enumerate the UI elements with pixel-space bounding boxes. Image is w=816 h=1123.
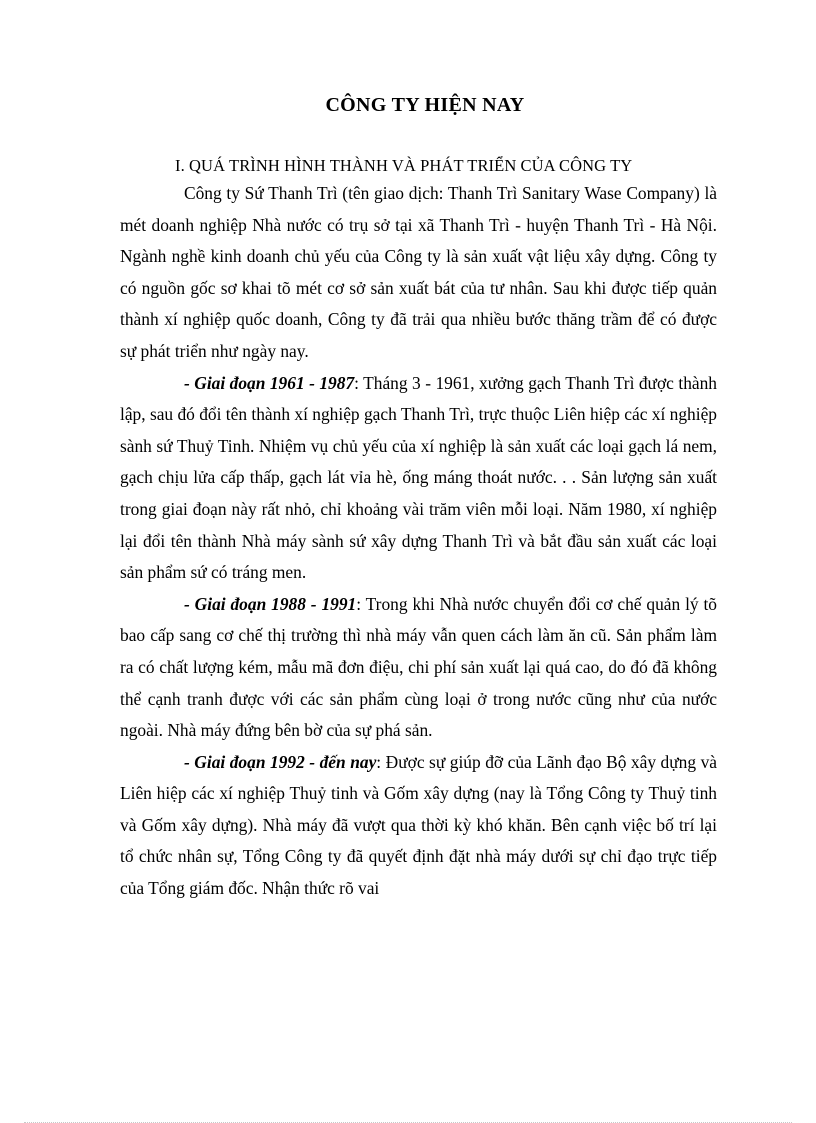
stage-label: - Giai đoạn 1961 - 1987: [184, 372, 355, 393]
document-body: [120, 178, 717, 905]
stage-paragraph-1992-now: [120, 747, 717, 905]
stage-text: : Được sự giúp đỡ của Lãnh đạo Bộ xây dựng và Liên hiệp các xí nghiệp Thuỷ tinh và Gốm xây dựng (nay là Tổng Công ty Thuỷ tinh và Gốm xây dựng). Nhà máy đã vượt qua thời kỳ khó khăn. Bên cạnh việc bố trí lại tổ chức nhân sự, Tổng Công ty đã quyết định đặt nhà máy dưới sự chỉ đạo trực tiếp của Tổng giám đốc. Nhận thức rõ vai: [120, 751, 717, 899]
stage-text: : Trong khi Nhà nước chuyển đổi cơ chế quản lý tõ bao cấp sang cơ chế thị trường thì nhà máy vẫn quen cách làm ăn cũ. Sản phẩm làm ra có chất lượng kém, mẫu mã đơn điệu, chi phí sản xuất lại quá cao, do đó đã không thể cạnh tranh được với các sản phẩm cùng loại ở trong nước cũng như của nước ngoài. Nhà máy đứng bên bờ của sự phá sản.: [120, 593, 718, 741]
page-title: CÔNG TY HIỆN NAY: [325, 94, 525, 116]
stage-label: - Giai đoạn 1988 - 1991: [184, 593, 357, 614]
intro-paragraph: Công ty Sứ Thanh Trì (tên giao dịch: Thanh Trì Sanitary Wase Company) là mét doanh nghiệp Nhà nước có trụ sở tại xã Thanh Trì - huyện Thanh Trì - Hà Nội. Ngành nghề kinh doanh chủ yếu của Công ty là sản xuất vật liệu xây dựng. Công ty có nguồn gốc sơ khai tõ mét cơ sở sản xuất bát của tư nhân. Sau khi được tiếp quản thành xí nghiệp quốc doanh, Công ty đã trải qua nhiều bước thăng trầm để có được sự phát triển như ngày nay.: [120, 183, 717, 361]
stage-text: : Tháng 3 - 1961, xưởng gạch Thanh Trì được thành lập, sau đó đổi tên thành xí nghiệp gạch Thanh Trì, trực thuộc Liên hiệp các xí nghiệp sành sứ Thuỷ Tinh. Nhiệm vụ chủ yếu của xí nghiệp là sản xuất các loại gạch lá nem, gạch chịu lửa cấp thấp, gạch lát vỉa hè, ống máng thoát nước. . . Sản lượng sản xuất trong giai đoạn này rất nhỏ, chỉ khoảng vài trăm viên mỗi loại. Năm 1980, xí nghiệp lại đổi tên thành Nhà máy sành sứ xây dựng Thanh Trì và bắt đầu sản xuất các loại sản phẩm sứ có tráng men.: [120, 372, 718, 583]
stage-label: - Giai đoạn 1992 - đến nay: [184, 751, 377, 772]
stage-paragraph-1961-1987: [120, 368, 717, 589]
section-heading: I. QUÁ TRÌNH HÌNH THÀNH VÀ PHÁT TRIỂN CỦA CÔNG TY: [175, 156, 633, 175]
stage-paragraph-1988-1991: [120, 589, 717, 747]
